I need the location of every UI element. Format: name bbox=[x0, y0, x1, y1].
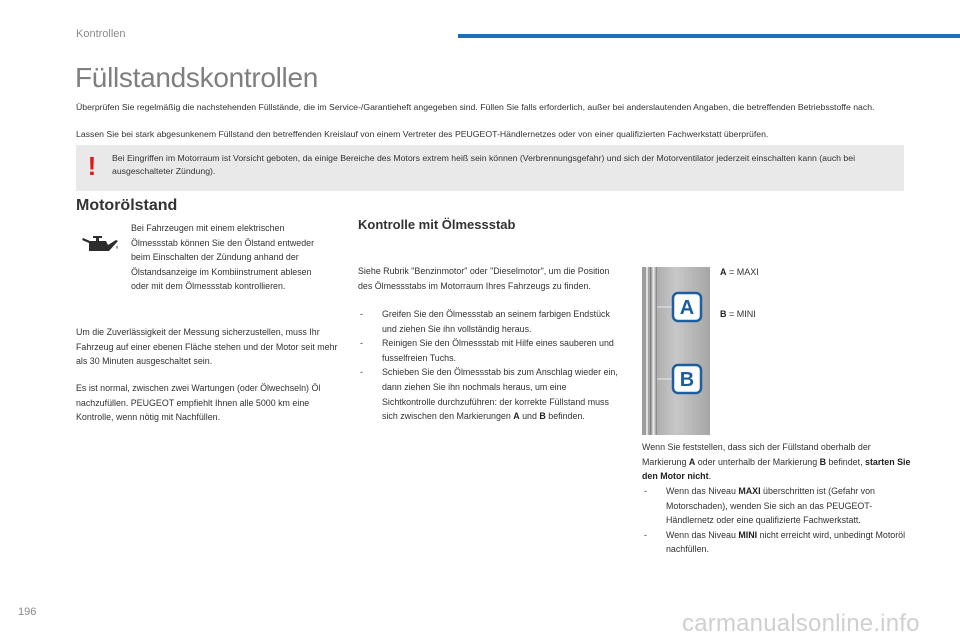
marker-b-label: B bbox=[679, 369, 695, 391]
if-marker-b: B bbox=[819, 456, 827, 467]
step-1-text: Greifen Sie den Ölmessstab an seinem farbigen Endstück und ziehen Sie ihn vollständig heraus. bbox=[382, 309, 610, 334]
level-actions-list bbox=[642, 484, 912, 557]
watermark: carmanualsonline.info bbox=[682, 610, 920, 637]
step-3-mid: und bbox=[519, 411, 540, 422]
list-dash: - bbox=[644, 529, 647, 540]
step-3-marker-b: B bbox=[539, 411, 546, 422]
list-dash: - bbox=[360, 309, 363, 319]
exclamation-icon: ! bbox=[87, 151, 97, 181]
list-item bbox=[358, 307, 620, 336]
list-item bbox=[642, 528, 912, 557]
dipstick-heading: Kontrolle mit Ölmessstab bbox=[358, 217, 516, 232]
header-accent-bar bbox=[458, 34, 960, 38]
step-3-text bbox=[382, 365, 620, 423]
r1-bold: MAXI bbox=[738, 486, 761, 496]
list-dash: - bbox=[360, 338, 363, 349]
dipstick-illustration bbox=[642, 267, 710, 435]
legend-b bbox=[720, 309, 756, 319]
if-pre: Wenn Sie feststellen, dass sich der Füllstand oberhalb der Markierung bbox=[642, 442, 871, 467]
step-2-text: Reinigen Sie den Ölmessstab mit Hilfe eines sauberen und fusselfreien Tuchs. bbox=[382, 338, 614, 363]
legend-b-text: = MINI bbox=[726, 309, 756, 319]
section-label: Kontrollen bbox=[76, 28, 126, 40]
level-warning-text bbox=[642, 440, 912, 484]
r2-pre: Wenn das Niveau bbox=[666, 529, 739, 540]
list-item bbox=[642, 484, 912, 528]
list-item bbox=[358, 336, 620, 365]
step-3-pre: Schieben Sie den Ölmessstab bis zum Anschlag wieder ein, dann ziehen Sie ihn nochmals heraus, um eine Sichtkontrolle durchzuführen: der korrekte Füllstand muss sich zwischen den Markierungen bbox=[382, 367, 618, 422]
action-maxi-text bbox=[666, 484, 912, 528]
legend-a-text: = MAXI bbox=[726, 267, 759, 277]
page-number: 196 bbox=[18, 606, 37, 618]
legend-b-letter: B bbox=[720, 309, 727, 319]
r1-post: überschritten ist (Gefahr von Motorschaden), wenden Sie sich an das PEUGEOT-Händlernetz oder eine qualifizierte Fachwerkstatt. bbox=[666, 486, 875, 526]
if-post: . bbox=[708, 471, 712, 482]
legend-a-letter: A bbox=[720, 267, 727, 277]
list-dash: - bbox=[644, 486, 647, 496]
r1-pre: Wenn das Niveau bbox=[666, 486, 739, 496]
r2-post: nicht erreicht wird, unbedingt Motoröl nachfüllen. bbox=[666, 529, 906, 555]
warning-box bbox=[76, 145, 904, 191]
dipstick-steps-list bbox=[358, 307, 620, 424]
if-mid: oder unterhalb der Markierung bbox=[695, 456, 820, 467]
motoroil-heading: Motorölstand bbox=[76, 197, 178, 214]
list-dash: - bbox=[360, 367, 363, 378]
electric-dipstick-text: Bei Fahrzeugen mit einem elektrischen Ölmessstab können Sie den Ölstand entweder beim Einschalten der Zündung anhand der Ölstandsanzeige im Kombiinstrument ablesen oder mit dem Ölmessstab kontrollieren. bbox=[131, 223, 315, 292]
if-mid2: befindet, bbox=[826, 456, 866, 467]
warning-text: Bei Eingriffen im Motorraum ist Vorsicht geboten, da einige Bereiche des Motors extrem heiß sein können (Verbrennungsgefahr) und sich der Motorventilator jederzeit einschalten kann (auch bei ausgeschalteter Zündung). bbox=[112, 153, 856, 176]
normal-refill-text: Es ist normal, zwischen zwei Wartungen (oder Ölwechseln) Öl nachzufüllen. PEUGEOT empfiehlt Ihnen alle 5000 km eine Kontrolle, wenn nötig mit Nachfüllen. bbox=[76, 383, 321, 423]
dipstick-location-text: Siehe Rubrik "Benzinmotor" oder "Dieselmotor", um die Position des Ölmessstabs im Motorraum Ihres Fahrzeugs zu finden. bbox=[358, 266, 610, 291]
intro-paragraph-1: Überprüfen Sie regelmäßig die nachstehenden Füllstände, die im Service-/Garantieheft angegeben sind. Füllen Sie falls erforderlich, außer bei anderslautenden Angaben, die betreffenden Betriebsstoffe nach. bbox=[76, 102, 875, 112]
marker-a-label: A bbox=[679, 297, 695, 319]
level-measure-text: Um die Zuverlässigkeit der Messung sicherzustellen, muss Ihr Fahrzeug auf einer ebenen Fläche stehen und der Motor seit mehr als 30 Minuten ausgeschaltet sein. bbox=[76, 327, 338, 367]
step-3-marker-a: A bbox=[513, 411, 520, 422]
if-marker-a: A bbox=[688, 456, 696, 467]
intro-paragraph-2: Lassen Sie bei stark abgesunkenem Füllstand den betreffenden Kreislauf von einem Vertreter des PEUGEOT-Händlernetzes oder von einer qualifizierten Fachwerkstatt überprüfen. bbox=[76, 129, 769, 139]
page-title: Füllstandskontrollen bbox=[75, 62, 319, 93]
if-bold: starten Sie den Motor nicht bbox=[642, 456, 911, 482]
r2-bold: MINI bbox=[738, 529, 758, 540]
legend-a bbox=[720, 267, 759, 277]
step-3-post: befinden. bbox=[545, 411, 585, 422]
action-mini-text bbox=[666, 528, 912, 557]
oil-can-icon bbox=[80, 232, 120, 256]
list-item bbox=[358, 365, 620, 423]
